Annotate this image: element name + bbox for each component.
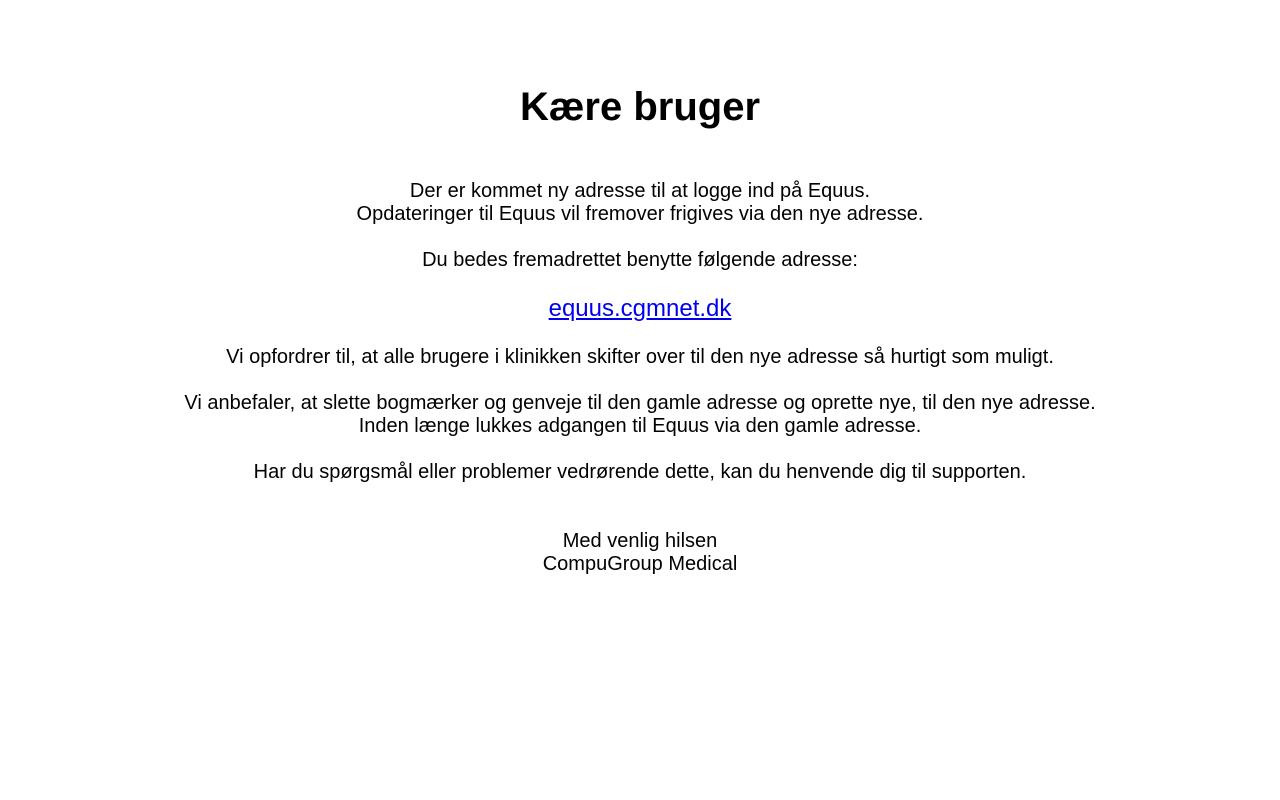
support-text: Har du spørgsmål eller problemer vedrørende dette, kan du henvende dig til supporten. <box>253 461 1027 483</box>
recommend-line-1: Vi anbefaler, at slette bogmærker og genveje til den gamle adresse og oprette nye, til den nye adresse. <box>184 392 1096 414</box>
request-text: Du bedes fremadrettet benytte følgende adresse: <box>422 249 858 271</box>
intro-line-2: Opdateringer til Equus vil fremover frigives via den nye adresse. <box>356 203 924 225</box>
request-paragraph <box>0 249 1280 272</box>
closing-text: Med venlig hilsen <box>562 530 718 552</box>
new-address-container <box>0 294 1280 324</box>
encourage-text: Vi opfordrer til, at alle brugere i klinikken skifter over til den nye adresse så hurtigt som muligt. <box>226 346 1054 368</box>
intro-line-1: Der er kommet ny adresse til at logge ind på Equus. <box>409 180 871 202</box>
recommend-paragraph <box>0 392 1280 438</box>
new-address-link[interactable]: equus.cgmnet.dk <box>548 295 732 322</box>
intro-paragraph <box>0 180 1280 226</box>
signature-block <box>0 530 1280 576</box>
support-paragraph <box>0 461 1280 484</box>
page-title: Kære bruger <box>519 85 761 129</box>
signature-text: CompuGroup Medical <box>542 553 738 575</box>
encourage-paragraph <box>0 346 1280 369</box>
recommend-line-2: Inden længe lukkes adgangen til Equus via den gamle adresse. <box>358 415 922 437</box>
